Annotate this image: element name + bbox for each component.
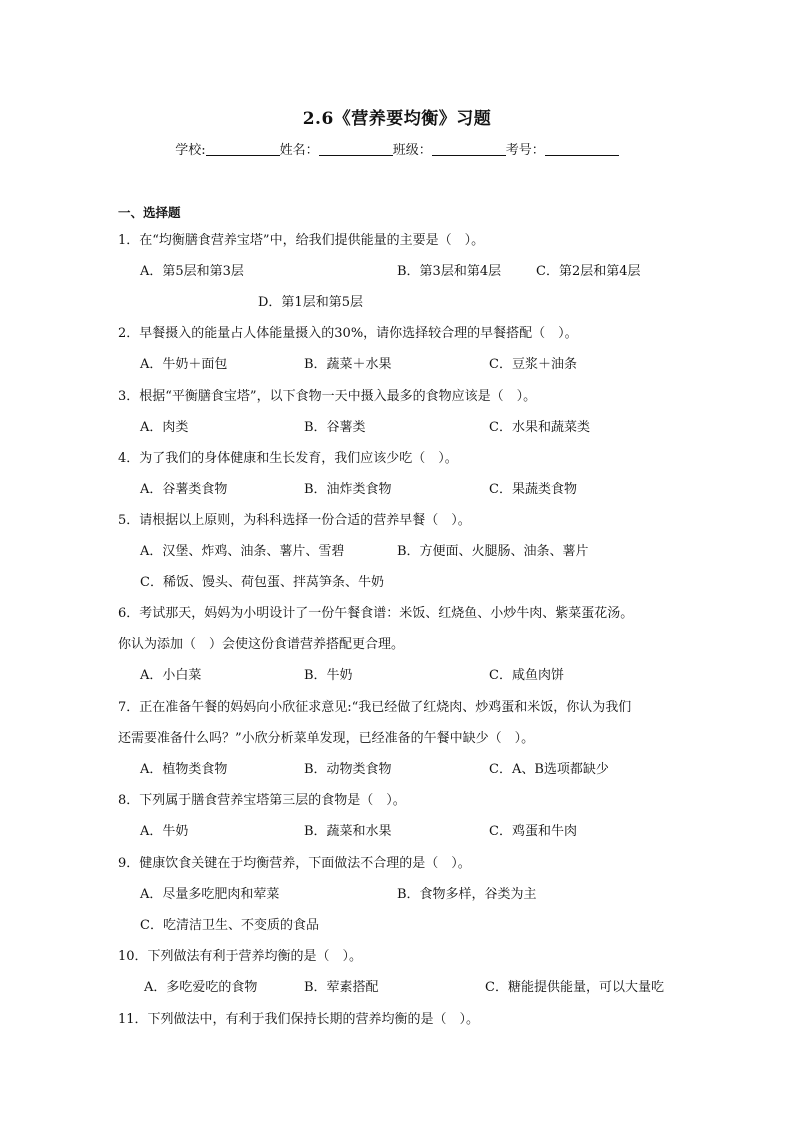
question-9-option-c[interactable]: C．吃清洁卫生、不变质的食品 [140,918,319,933]
question-2-option-a[interactable]: A．牛奶＋面包 [140,357,228,372]
question-3-stem: 3．根据“平衡膳食宝塔”，以下食物一天中摄入最多的食物应该是（ ）。 [118,389,537,404]
question-5-option-a[interactable]: A．汉堡、炸鸡、油条、薯片、雪碧 [140,544,345,559]
question-4-stem: 4．为了我们的身体健康和生长发育，我们应该少吃（ ）。 [118,451,458,466]
question-6-option-c[interactable]: C．咸鱼肉饼 [489,668,564,683]
question-6-stem-continued: 你认为添加（ ）会使这份食谱营养搭配更合理。 [118,637,405,652]
question-2-stem: 2．早餐摄入的能量占人体能量摄入的30%，请你选择较合理的早餐搭配（ ）。 [118,326,578,341]
school-label: 学校: [175,143,206,158]
question-1-option-d[interactable]: D．第1层和第5层 [258,295,363,310]
question-3-option-c[interactable]: C．水果和蔬菜类 [489,420,590,435]
question-10-option-c[interactable]: C．糖能提供能量，可以大量吃 [485,980,664,995]
question-7-option-c[interactable]: C．A、B选项都缺少 [489,762,609,777]
question-1-option-a[interactable]: A．第5层和第3层 [140,264,244,279]
question-4-option-a[interactable]: A．谷薯类食物 [140,482,228,497]
question-6-option-b[interactable]: B．牛奶 [304,668,353,683]
question-6-stem: 6．考试那天，妈妈为小明设计了一份午餐食谱：米饭、红烧鱼、小炒牛肉、紫菜蛋花汤。 [118,606,634,621]
question-7-stem-continued: 还需要准备什么吗？”小欣分析菜单发现，已经准备的午餐中缺少（ ）。 [118,731,535,746]
question-2-option-c[interactable]: C．豆浆＋油条 [489,357,577,372]
number-label: 考号： [505,143,545,158]
class-label: 班级： [392,143,432,158]
section-heading: 一、选择题 [118,205,181,220]
question-7-stem: 7．正在准备午餐的妈妈向小欣征求意见:“我已经做了红烧肉、炒鸡蛋和米饭，你认为我们 [118,700,632,715]
page-title: 2.6《营养要均衡》习题 [302,109,492,129]
question-9-option-a[interactable]: A．尽量多吃肥肉和荤菜 [140,887,280,902]
number-blank[interactable] [545,143,619,156]
question-1-option-c[interactable]: C．第2层和第4层 [536,264,641,279]
question-10-stem: 10．下列做法有利于营养均衡的是（ ）。 [118,949,363,964]
question-7-option-b[interactable]: B．动物类食物 [304,762,392,777]
name-label: 姓名： [279,143,319,158]
student-info-line [0,139,794,158]
question-9-option-b[interactable]: B．食物多样，谷类为主 [397,887,537,902]
question-6-option-a[interactable]: A．小白菜 [140,668,202,683]
question-3-option-b[interactable]: B．谷薯类 [304,420,366,435]
school-blank[interactable] [206,143,280,156]
question-1-stem: 1．在“均衡膳食营养宝塔”中，给我们提供能量的主要是（ ）。 [118,233,485,248]
question-5-stem: 5．请根据以上原则，为科科选择一份合适的营养早餐（ ）。 [118,513,471,528]
question-9-stem: 9．健康饮食关键在于均衡营养，下面做法不合理的是（ ）。 [118,856,471,871]
question-8-option-a[interactable]: A．牛奶 [140,824,189,839]
question-5-option-c[interactable]: C．稀饭、馒头、荷包蛋、拌莴笋条、牛奶 [140,575,384,590]
question-5-option-b[interactable]: B．方便面、火腿肠、油条、薯片 [397,544,589,559]
question-8-option-c[interactable]: C．鸡蛋和牛肉 [489,824,577,839]
question-3-option-a[interactable]: A．肉类 [140,420,189,435]
question-1-option-b[interactable]: B．第3层和第4层 [397,264,502,279]
question-4-option-b[interactable]: B．油炸类食物 [304,482,392,497]
class-blank[interactable] [432,143,506,156]
question-4-option-c[interactable]: C．果蔬类食物 [489,482,577,497]
question-2-option-b[interactable]: B．蔬菜＋水果 [304,357,392,372]
name-blank[interactable] [319,143,393,156]
question-10-option-a[interactable]: A．多吃爱吃的食物 [144,980,258,995]
question-7-option-a[interactable]: A．植物类食物 [140,762,228,777]
question-8-option-b[interactable]: B．蔬菜和水果 [304,824,392,839]
question-10-option-b[interactable]: B．荤素搭配 [304,980,379,995]
question-11-stem: 11．下列做法中，有利于我们保持长期的营养均衡的是（ ）。 [118,1012,480,1027]
question-8-stem: 8．下列属于膳食营养宝塔第三层的食物是（ ）。 [118,793,406,808]
